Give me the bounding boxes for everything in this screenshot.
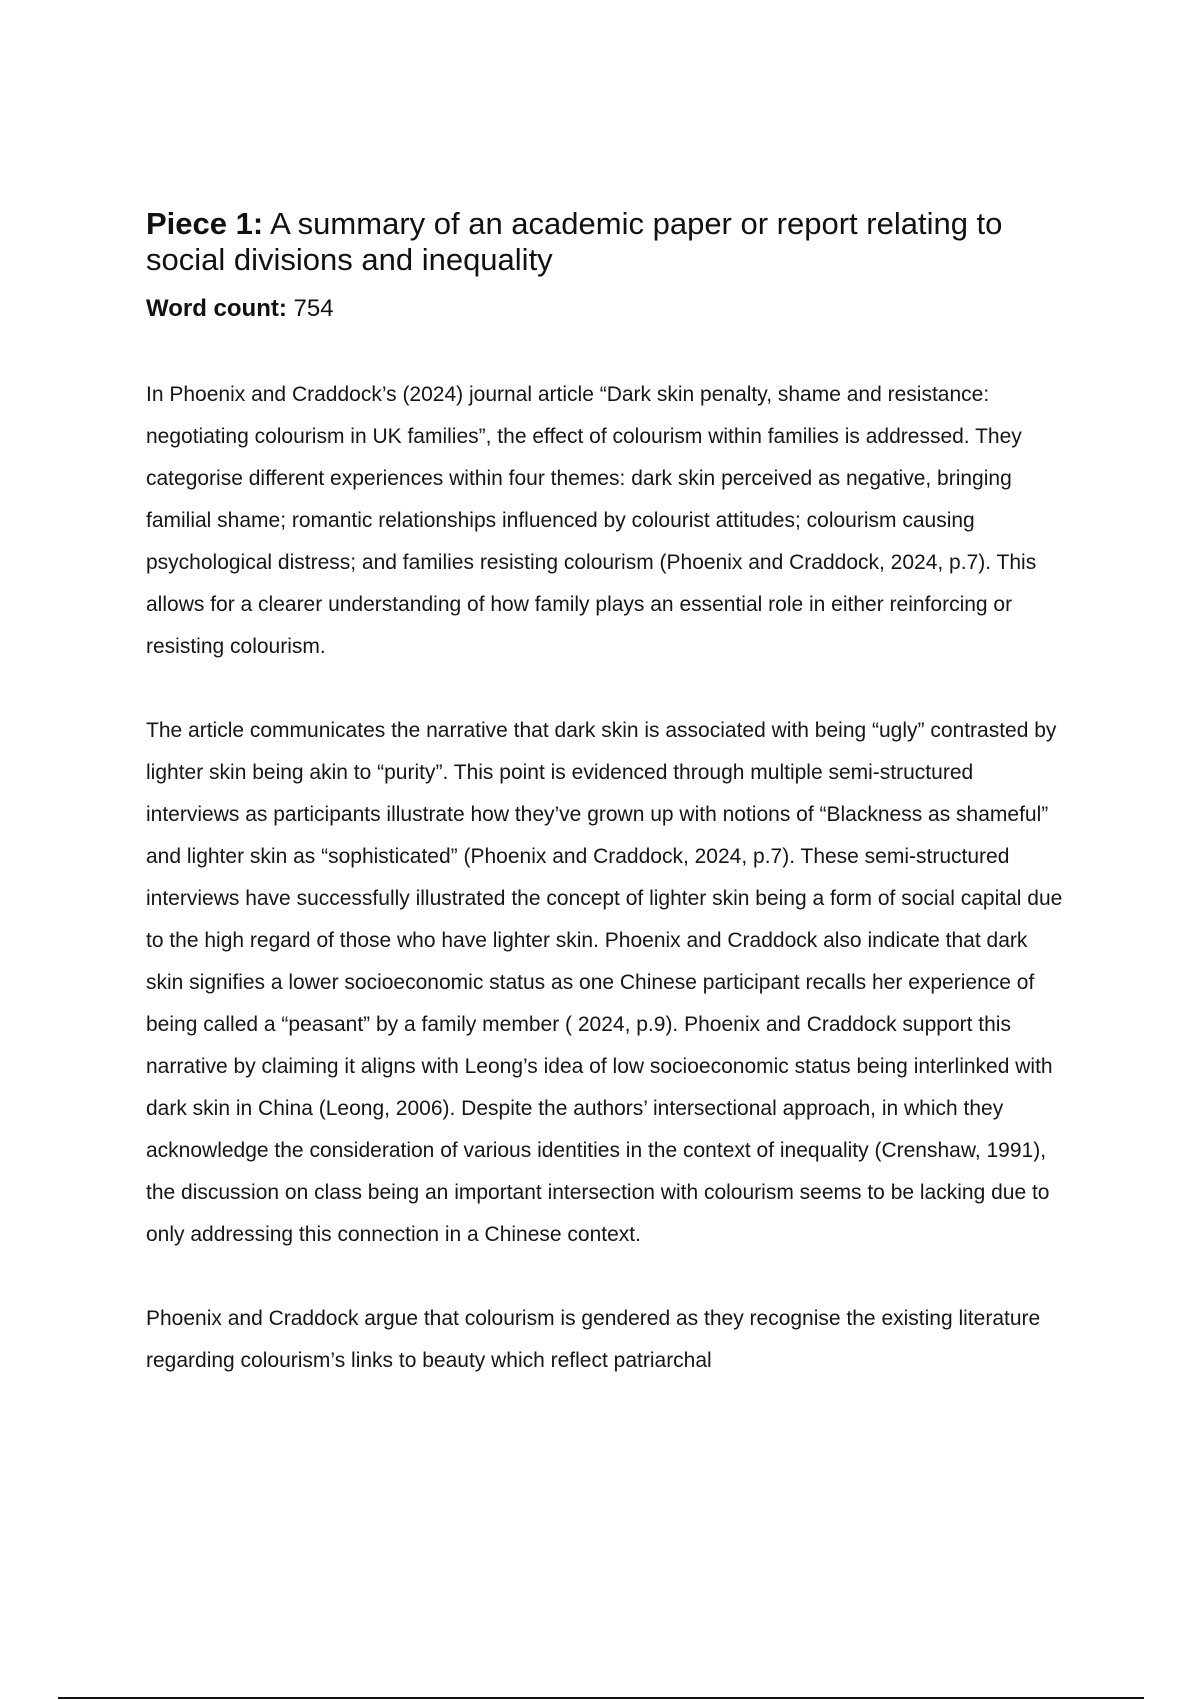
paragraph-2: The article communicates the narrative that dark skin is associated with being “ugly” contrasted by lighter skin being akin to “purity”. This point is evidenced through multiple semi-structured interviews as participants illustrate how they’ve grown up with notions of “Blackness as shameful” and lighter skin as “sophisticated” (Phoenix and Craddock, 2024, p.7). These semi-structured interviews have successfully illustrated the concept of lighter skin being a form of social capital due to the high regard of those who have lighter skin. Phoenix and Craddock also indicate that dark skin signifies a lower socioeconomic status as one Chinese participant recalls her experience of being called a “peasant” by a family member ( 2024, p.9). Phoenix and Craddock support this narrative by claiming it aligns with Leong’s idea of low socioeconomic status being interlinked with dark skin in China (Leong, 2006). Despite the authors’ intersectional approach, in which they acknowledge the consideration of various identities in the context of inequality (Crenshaw, 1991), the discussion on class being an important intersection with colourism seems to be lacking due to only addressing this connection in a Chinese context. xyxy=(146,719,1063,1246)
word-count-value: 754 xyxy=(286,295,334,322)
page-title xyxy=(146,206,1066,278)
paragraph-1: In Phoenix and Craddock’s (2024) journal article “Dark skin penalty, shame and resistance: negotiating colourism in UK families”, the effect of colourism within families is addressed. They categorise different experiences within four themes: dark skin perceived as negative, bringing familial shame; romantic relationships influenced by colourist attitudes; colourism causing psychological distress; and families resisting colourism (Phoenix and Craddock, 2024, p.7). This allows for a clearer understanding of how family plays an essential role in either reinforcing or resisting colourism. xyxy=(146,383,1037,658)
body-text xyxy=(146,374,1066,1382)
piece-label: Piece 1: xyxy=(146,206,264,241)
word-count xyxy=(146,294,1066,324)
word-count-label: Word count: xyxy=(146,295,287,322)
page-bottom-divider xyxy=(58,1697,1144,1699)
paragraph-3: Phoenix and Craddock argue that colourism is gendered as they recognise the existing literature regarding colourism’s links to beauty which reflect patriarchal xyxy=(146,1307,1041,1372)
document-content xyxy=(146,206,1066,1424)
piece-title-text: A summary of an academic paper or report relating to social divisions and inequality xyxy=(146,206,1003,277)
